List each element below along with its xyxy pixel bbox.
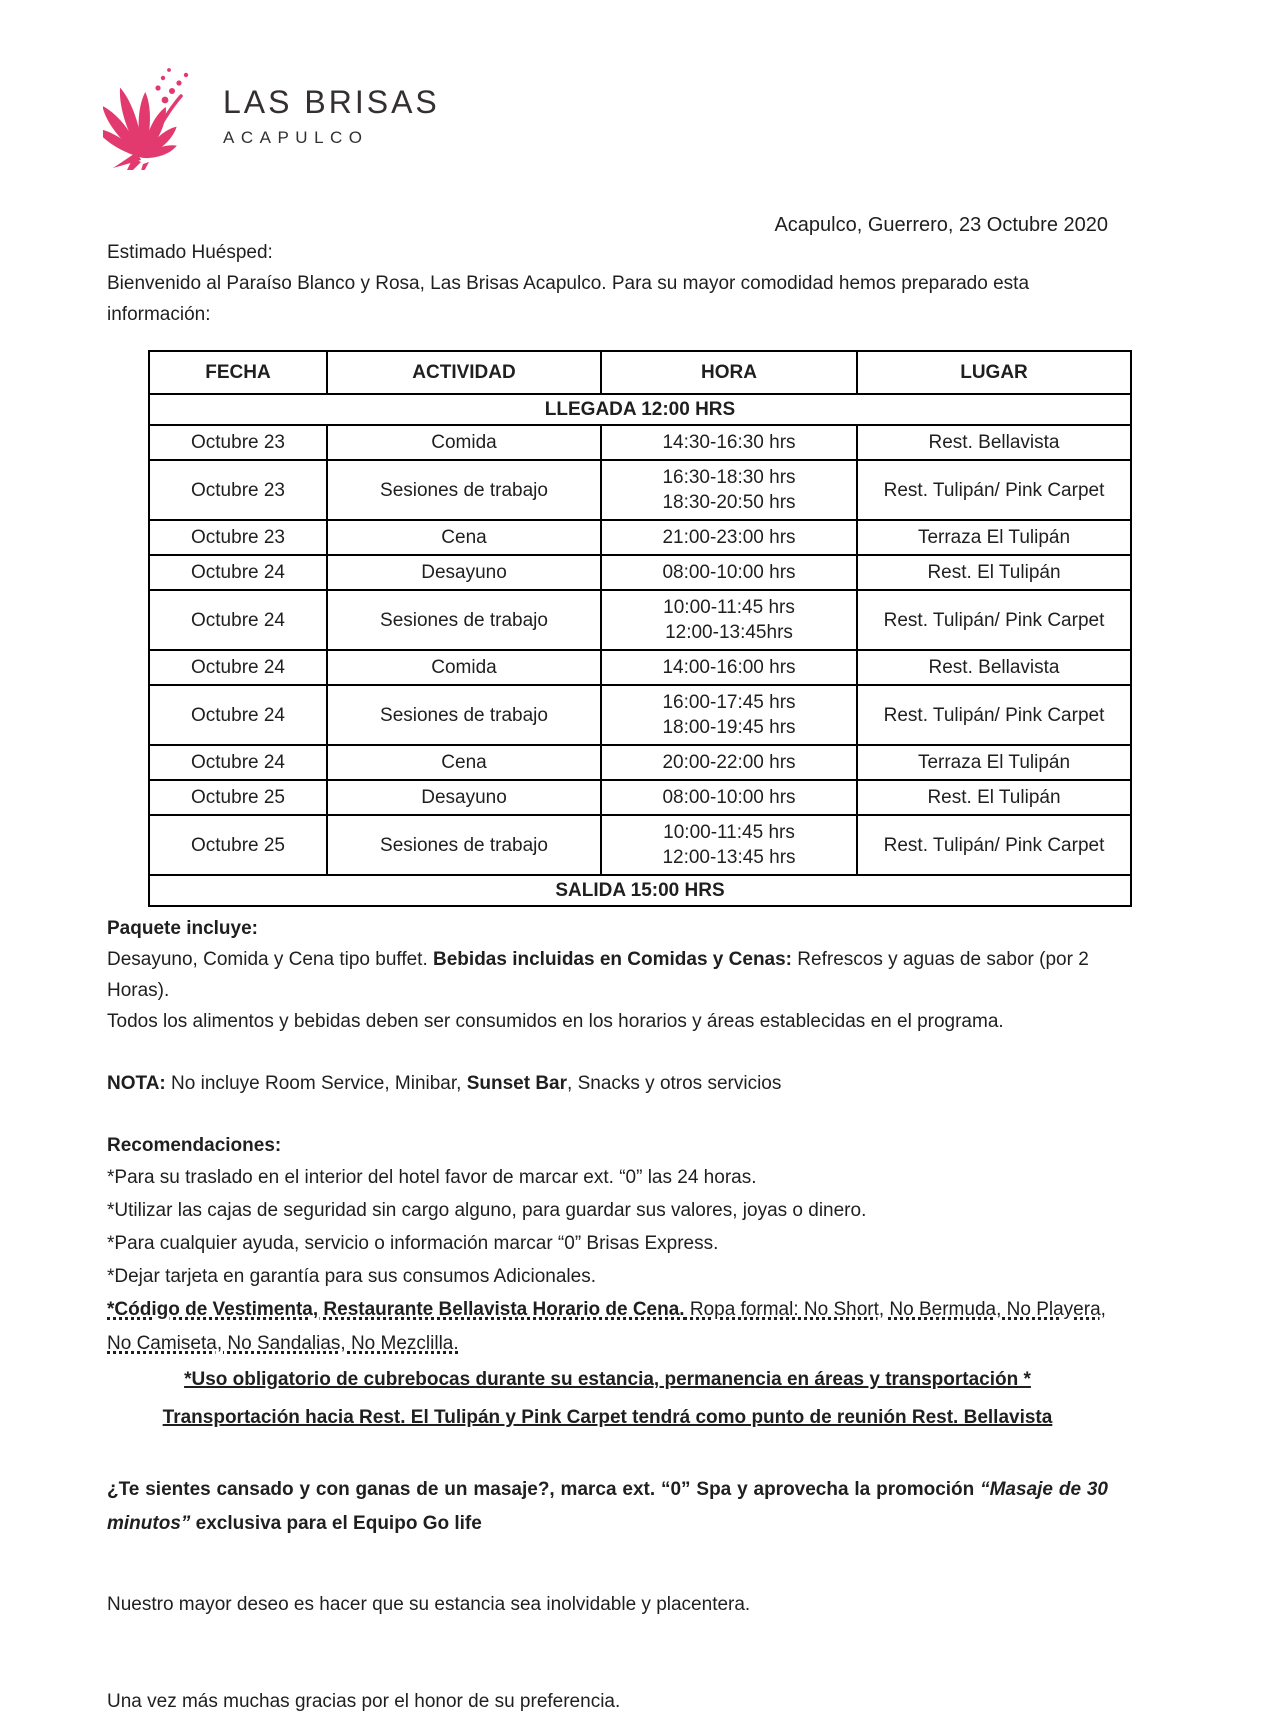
nota-part2: , Snacks y otros servicios xyxy=(567,1073,782,1094)
hotel-logo-text xyxy=(223,84,440,148)
fecha-cell: Octubre 24 xyxy=(149,555,327,590)
lugar-cell: Terraza El Tulipán xyxy=(857,745,1131,780)
header-fecha: FECHA xyxy=(149,351,327,394)
hora-cell: 10:00-11:45 hrs 12:00-13:45 hrs xyxy=(601,815,857,875)
lugar-cell: Rest. Tulipán/ Pink Carpet xyxy=(857,460,1131,520)
fecha-cell: Octubre 23 xyxy=(149,460,327,520)
package-line1 xyxy=(107,944,1108,1006)
lugar-cell: Rest. Tulipán/ Pink Carpet xyxy=(857,590,1131,650)
header-actividad: ACTIVIDAD xyxy=(327,351,601,394)
mask-notice-line1 xyxy=(107,1361,1108,1399)
schedule-row xyxy=(149,780,1131,815)
schedule-row xyxy=(149,520,1131,555)
lugar-cell: Rest. El Tulipán xyxy=(857,780,1131,815)
fecha-cell: Octubre 24 xyxy=(149,650,327,685)
actividad-cell: Sesiones de trabajo xyxy=(327,590,601,650)
fecha-cell: Octubre 24 xyxy=(149,745,327,780)
recommendation-item: *Dejar tarjeta en garantía para sus consumos Adicionales. xyxy=(107,1266,596,1287)
departure-banner-row xyxy=(149,875,1131,906)
schedule-row xyxy=(149,685,1131,745)
mask-notice-text1: *Uso obligatorio de cubrebocas durante su estancia, permanencia en áreas y transportación * xyxy=(184,1369,1031,1390)
spa-part1: ¿Te sientes cansado y con ganas de un masaje?, marca ext. “0” Spa y aprovecha la promoción xyxy=(107,1479,981,1500)
brand-city: ACAPULCO xyxy=(223,128,369,147)
actividad-cell: Cena xyxy=(327,745,601,780)
lugar-cell: Rest. El Tulipán xyxy=(857,555,1131,590)
spa-promo-paragraph xyxy=(107,1473,1108,1541)
hora-cell: 16:30-18:30 hrs 18:30-20:50 hrs xyxy=(601,460,857,520)
lugar-cell: Terraza El Tulipán xyxy=(857,520,1131,555)
nota-sunset-bar: Sunset Bar xyxy=(466,1073,568,1094)
recommendations-title: Recomendaciones: xyxy=(107,1135,282,1156)
brand-name: LAS BRISAS xyxy=(223,84,440,120)
schedule-row xyxy=(149,590,1131,650)
schedule-row xyxy=(149,460,1131,520)
intro-paragraph: Bienvenido al Paraíso Blanco y Rosa, Las Brisas Acapulco. Para su mayor comodidad hemos preparado esta información: xyxy=(107,273,1030,325)
dateline: Acapulco, Guerrero, 23 Octubre 2020 xyxy=(774,214,1108,236)
schedule-row xyxy=(149,555,1131,590)
dress-code-line xyxy=(107,1293,1108,1361)
schedule-row xyxy=(149,425,1131,460)
hora-cell: 08:00-10:00 hrs xyxy=(601,780,857,815)
hotel-logo xyxy=(103,62,1108,170)
lugar-cell: Rest. Bellavista xyxy=(857,425,1131,460)
hora-cell: 16:00-17:45 hrs 18:00-19:45 hrs xyxy=(601,685,857,745)
actividad-cell: Sesiones de trabajo xyxy=(327,460,601,520)
package-line2: Todos los alimentos y bebidas deben ser consumidos en los horarios y áreas establecidas en el programa. xyxy=(107,1011,1004,1032)
schedule-row xyxy=(149,745,1131,780)
actividad-cell: Comida xyxy=(327,650,601,685)
nota-paragraph xyxy=(107,1068,1108,1099)
lugar-cell: Rest. Bellavista xyxy=(857,650,1131,685)
spa-part2: exclusiva para el Equipo Go life xyxy=(190,1513,482,1534)
mask-notice-line2 xyxy=(107,1399,1108,1437)
dress-code-bold: *Código de Vestimenta, Restaurante Bellavista Horario de Cena. xyxy=(107,1299,685,1320)
package-line1-rest: Refrescos y aguas de sabor (por 2 Horas). xyxy=(107,949,1089,1001)
greeting: Estimado Huésped: xyxy=(107,242,273,263)
closing-line2: Una vez más muchas gracias por el honor de su preferencia. xyxy=(107,1691,621,1712)
actividad-cell: Sesiones de trabajo xyxy=(327,815,601,875)
package-line1-bold: Bebidas incluidas en Comidas y Cenas: xyxy=(433,949,793,970)
arrival-banner: LLEGADA 12:00 HRS xyxy=(149,394,1131,425)
actividad-cell: Desayuno xyxy=(327,555,601,590)
recommendation-item: *Para cualquier ayuda, servicio o información marcar “0” Brisas Express. xyxy=(107,1233,719,1254)
schedule-table xyxy=(148,350,1132,907)
package-title: Paquete incluye: xyxy=(107,918,258,939)
dress-code-rest: Ropa formal: No Short, No Bermuda, No Playera, No Camiseta, No Sandalias, No Mezclilla. xyxy=(107,1299,1106,1354)
schedule-row xyxy=(149,650,1131,685)
fecha-cell: Octubre 25 xyxy=(149,815,327,875)
hora-cell: 20:00-22:00 hrs xyxy=(601,745,857,780)
fecha-cell: Octubre 23 xyxy=(149,520,327,555)
hibiscus-flower-icon xyxy=(103,62,207,170)
schedule-row xyxy=(149,815,1131,875)
schedule-header-row xyxy=(149,351,1131,394)
nota-label: NOTA: xyxy=(107,1073,166,1094)
actividad-cell: Desayuno xyxy=(327,780,601,815)
actividad-cell: Sesiones de trabajo xyxy=(327,685,601,745)
departure-banner: SALIDA 15:00 HRS xyxy=(149,875,1131,906)
header-lugar: LUGAR xyxy=(857,351,1131,394)
mask-notice-text2: Transportación hacia Rest. El Tulipán y Pink Carpet tendrá como punto de reunión Rest. Bellavista xyxy=(162,1407,1053,1428)
hora-cell: 08:00-10:00 hrs xyxy=(601,555,857,590)
closing-line1: Nuestro mayor deseo es hacer que su estancia sea inolvidable y placentera. xyxy=(107,1594,751,1615)
actividad-cell: Cena xyxy=(327,520,601,555)
lugar-cell: Rest. Tulipán/ Pink Carpet xyxy=(857,815,1131,875)
arrival-banner-row xyxy=(149,394,1131,425)
package-line1-start: Desayuno, Comida y Cena tipo buffet. xyxy=(107,949,434,970)
hora-cell: 10:00-11:45 hrs 12:00-13:45hrs xyxy=(601,590,857,650)
hora-cell: 21:00-23:00 hrs xyxy=(601,520,857,555)
header-hora: HORA xyxy=(601,351,857,394)
fecha-cell: Octubre 24 xyxy=(149,590,327,650)
recommendation-item: *Utilizar las cajas de seguridad sin cargo alguno, para guardar sus valores, joyas o dinero. xyxy=(107,1200,867,1221)
hora-cell: 14:30-16:30 hrs xyxy=(601,425,857,460)
nota-part1: No incluye Room Service, Minibar, xyxy=(165,1073,467,1094)
spa-promo-name: “Masaje de 30 minutos” xyxy=(107,1479,1108,1534)
recommendation-item: *Para su traslado en el interior del hotel favor de marcar ext. “0” las 24 horas. xyxy=(107,1167,757,1188)
actividad-cell: Comida xyxy=(327,425,601,460)
hora-cell: 14:00-16:00 hrs xyxy=(601,650,857,685)
fecha-cell: Octubre 24 xyxy=(149,685,327,745)
fecha-cell: Octubre 23 xyxy=(149,425,327,460)
lugar-cell: Rest. Tulipán/ Pink Carpet xyxy=(857,685,1131,745)
fecha-cell: Octubre 25 xyxy=(149,780,327,815)
